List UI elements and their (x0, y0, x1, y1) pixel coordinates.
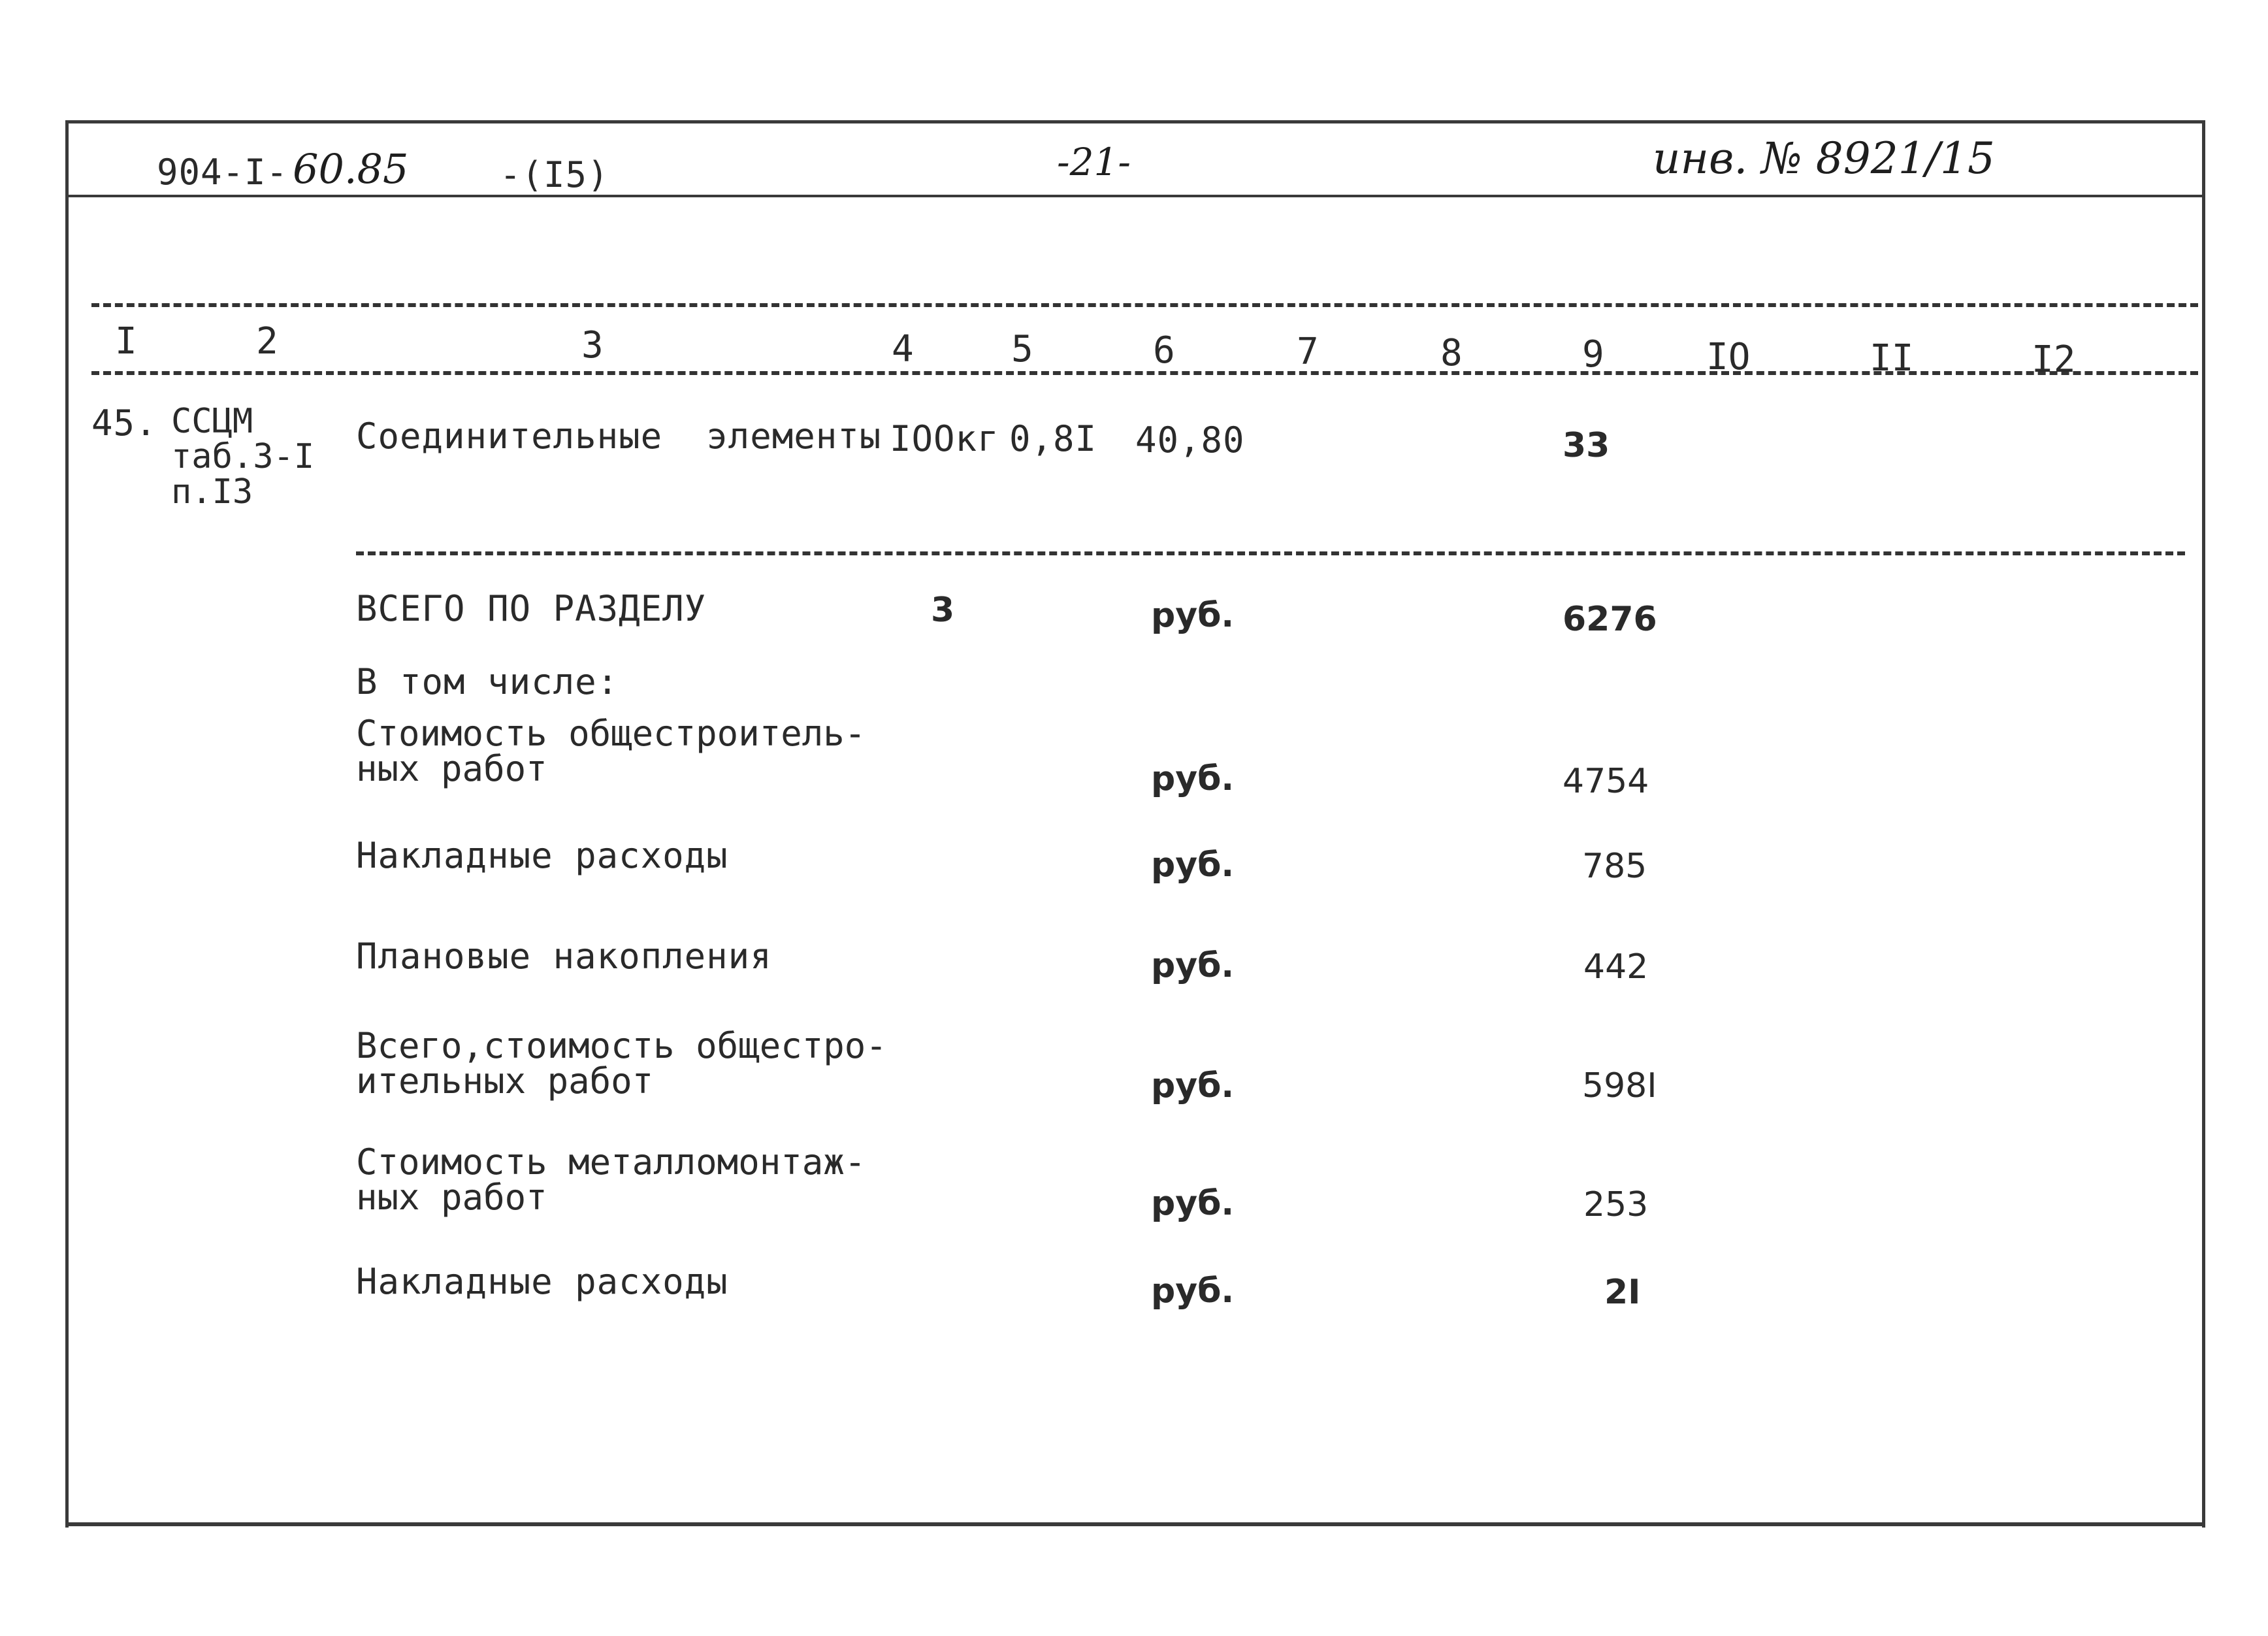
summary-row-unit: руб. (1151, 1066, 1235, 1105)
item-reference-line-3: п.I3 (171, 472, 253, 512)
summary-row-value: 785 (1582, 847, 1647, 886)
item-reference (171, 404, 314, 510)
total-section-label: ВСЕГО ПО РАЗДЕЛУ (356, 588, 707, 629)
doc-code-handwritten: 60.85 (293, 145, 409, 193)
summary-row-unit: руб. (1151, 759, 1235, 798)
inventory-number: инв. № 8921/15 (1653, 133, 1995, 184)
total-section-number: 3 (931, 591, 955, 630)
summary-row-value: 442 (1583, 947, 1649, 987)
summary-row-value: 4754 (1563, 762, 1649, 801)
section-separator-dash (356, 551, 2185, 555)
frame-top-border (65, 120, 2205, 123)
column-number-10: IO (1706, 336, 1751, 378)
frame-bottom-border (65, 1522, 2205, 1526)
column-header-top-dash (91, 303, 2198, 307)
item-unit: IOOкг (890, 418, 999, 459)
summary-row-value: 253 (1583, 1185, 1649, 1224)
summary-row-unit: руб. (1151, 1271, 1235, 1311)
item-reference-line-1: ССЦМ (171, 402, 253, 441)
summary-row-value: 2I (1604, 1273, 1641, 1312)
summary-row-label: Накладные расходы (356, 835, 728, 876)
summary-row-label: Плановые накопления (356, 936, 772, 977)
summary-row-label-line-2: ительных работ (356, 1060, 654, 1102)
item-name: Соединительные элементы (356, 416, 882, 457)
summary-row-unit: руб. (1151, 946, 1235, 985)
frame-left-border (65, 122, 69, 1528)
summary-row-label-line-1: Стоимость металломонтаж- (356, 1141, 866, 1183)
column-number-5: 5 (1011, 328, 1033, 370)
item-number: 45. (91, 402, 157, 444)
including-label: В том числе: (356, 661, 619, 702)
total-section-value: 6276 (1563, 600, 1657, 639)
doc-part: -(I5) (500, 154, 609, 195)
column-number-12: I2 (2032, 338, 2076, 381)
summary-row-label-line-2: ных работ (356, 1177, 547, 1218)
summary-row-label (356, 1025, 887, 1102)
item-total: 33 (1563, 426, 1610, 465)
summary-row-unit: руб. (1151, 1184, 1235, 1223)
summary-row-label-line-1: Всего,стоимость общестро- (356, 1025, 887, 1066)
frame-right-border (2202, 122, 2205, 1528)
column-number-11: II (1870, 337, 1914, 380)
item-quantity: 0,8I (1009, 418, 1097, 459)
total-section-unit: руб. (1151, 596, 1235, 635)
column-number-3: 3 (581, 324, 604, 367)
item-reference-line-2: таб.3-I (171, 437, 315, 476)
column-number-4: 4 (892, 328, 914, 370)
column-number-1: I (115, 320, 137, 363)
column-number-9: 9 (1582, 333, 1604, 376)
page-number: -21- (1057, 140, 1131, 184)
summary-row-unit: руб. (1151, 845, 1235, 885)
summary-row-label-line-1: Стоимость общестроитель- (356, 713, 866, 754)
column-number-7: 7 (1297, 331, 1319, 373)
item-unit-price: 40,80 (1135, 419, 1245, 461)
summary-row-label (356, 713, 866, 789)
column-number-8: 8 (1440, 332, 1463, 374)
header-rule (65, 195, 2205, 197)
doc-code-typed: 904-I- (157, 152, 289, 193)
summary-row-label (356, 1141, 866, 1218)
summary-row-value: 598I (1582, 1066, 1657, 1105)
summary-row-label-line-2: ных работ (356, 748, 547, 789)
column-number-2: 2 (256, 320, 278, 363)
column-number-6: 6 (1153, 329, 1175, 372)
summary-row-label: Накладные расходы (356, 1261, 728, 1302)
